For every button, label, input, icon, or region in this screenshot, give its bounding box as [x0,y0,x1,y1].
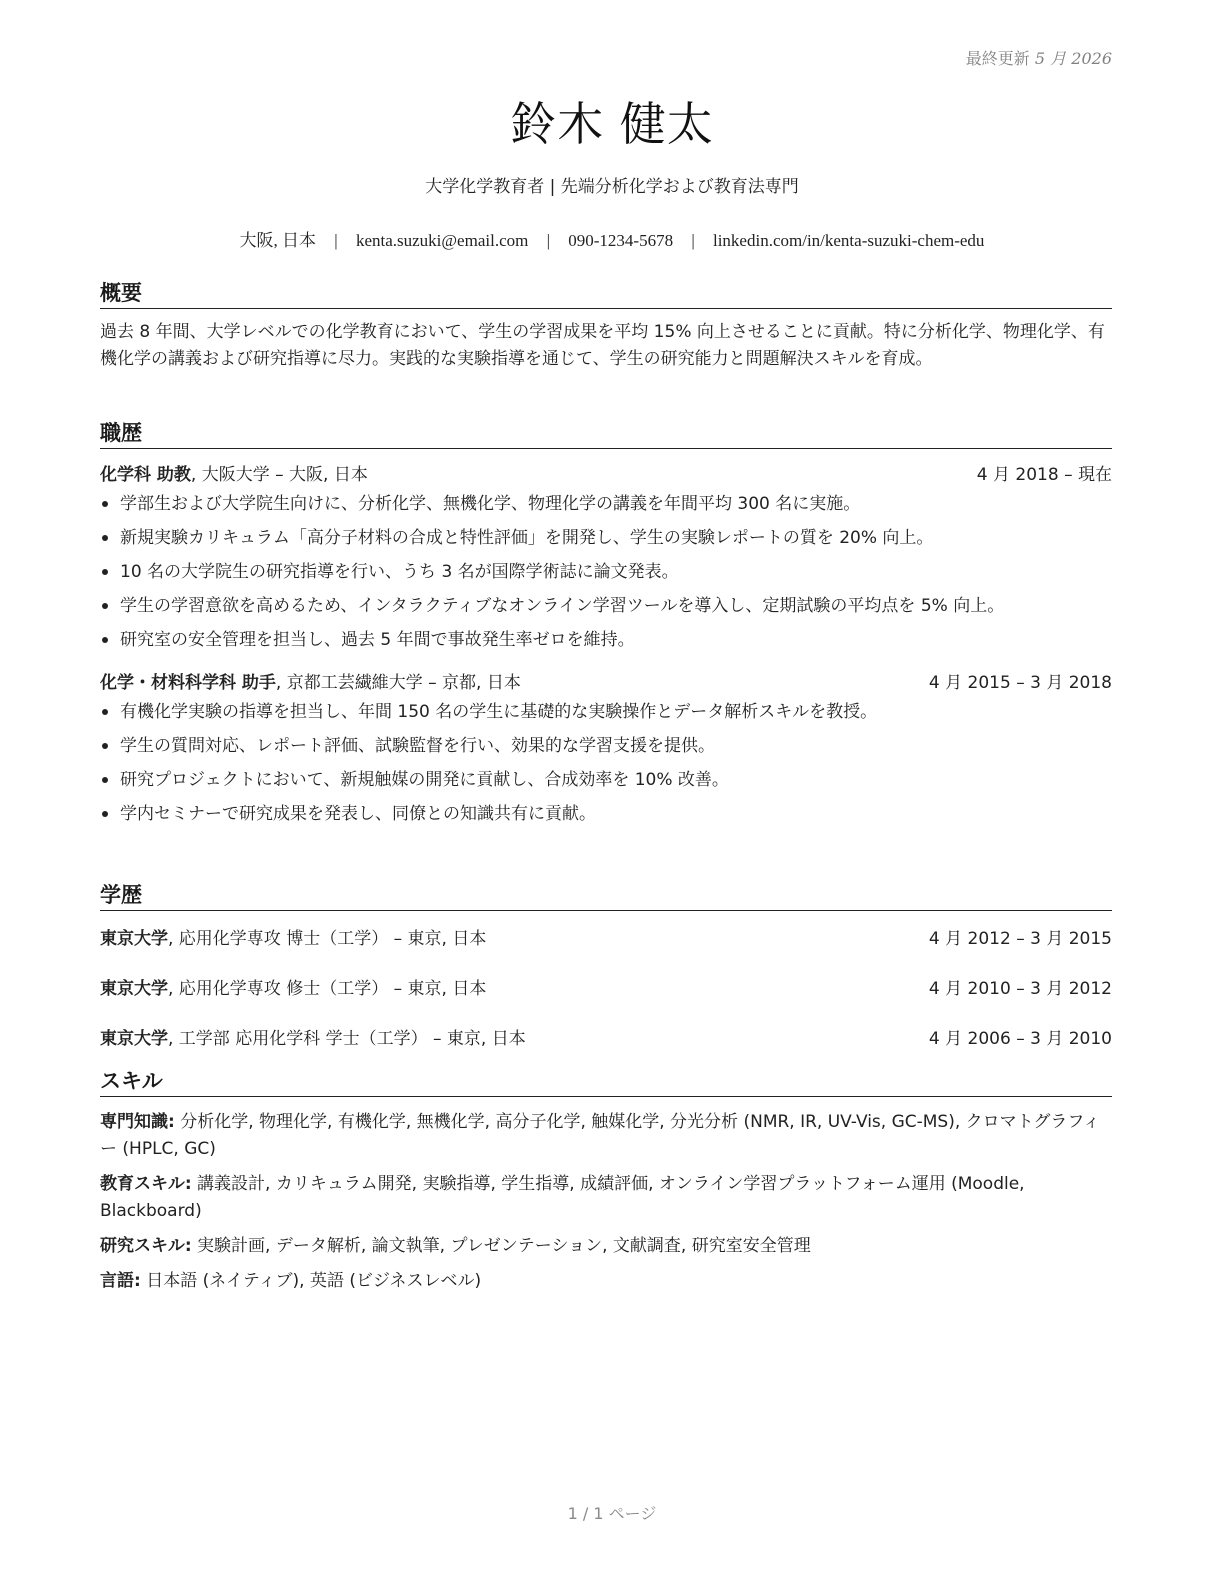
education-dates: 4 月 2010 – 3 月 2012 [928,979,1112,999]
last-updated-year: 2026 [1071,49,1112,68]
person-name: 鈴木 健太 [510,97,714,151]
bullet-item: 研究室の安全管理を担当し、過去 5 年間で事故発生率ゼロを維持。 [100,627,1112,653]
job-header [100,671,1112,695]
section-title-skills: スキル [100,1068,1112,1097]
skill-label: 研究スキル: [100,1236,192,1256]
job-organization: , 大阪大学 – 大阪, 日本 [190,465,368,485]
skill-row [100,1268,1112,1295]
job-entry [100,671,1112,827]
bullet-item: 10 名の大学院生の研究指導を行い、うち 3 名が国際学術誌に論文発表。 [100,559,1112,585]
education-title-line [100,927,486,977]
education-title-line [100,977,486,1027]
education-detail: , 応用化学専攻 博士（工学） – 東京, 日本 [168,929,487,949]
job-role: 化学・材料科学科 助手 [100,673,276,693]
education-section [100,882,1112,1077]
skill-row [100,1171,1112,1225]
contact-phone: 090-1234-5678 [568,231,674,250]
job-entry [100,463,1112,653]
job-header [100,463,1112,487]
skill-label: 専門知識: [100,1112,175,1132]
skill-value: 実験計画, データ解析, 論文執筆, プレゼンテーション, 文献調査, 研究室安全管理 [191,1236,811,1256]
education-school: 東京大学 [100,1029,168,1049]
job-title-line [100,671,521,695]
education-school: 東京大学 [100,979,168,999]
contact-separator: | [546,231,550,250]
bullet-item: 学内セミナーで研究成果を発表し、同僚との知識共有に貢献。 [100,801,1112,827]
job-dates: 4 月 2015 – 3 月 2018 [928,673,1112,693]
headline: 大学化学教育者 | 先端分析化学および教育法専門 [425,177,799,197]
skills-section [100,1068,1112,1303]
job-title-line [100,463,368,487]
contact-linkedin[interactable]: linkedin.com/in/kenta-suzuki-chem-edu [712,231,985,250]
bullet-item: 研究プロジェクトにおいて、新規触媒の開発に貢献し、合成効率を 10% 改善。 [100,767,1112,793]
contact-separator: | [691,231,695,250]
section-title-summary: 概要 [100,280,1112,309]
last-updated-month: 5 月 [1034,49,1067,68]
section-title-education: 学歴 [100,882,1112,911]
skill-label: 言語: [100,1271,141,1291]
education-school: 東京大学 [100,929,168,949]
skill-value: 日本語 (ネイティブ), 英語 (ビジネスレベル) [140,1271,482,1291]
last-updated-label: 最終更新 [965,49,1030,68]
summary-section [100,280,1112,373]
job-bullets [100,699,1112,827]
skill-label: 教育スキル: [100,1174,192,1194]
education-entry [100,927,1112,977]
experience-section [100,420,1112,835]
last-updated [966,46,1112,69]
job-role: 化学科 助教 [100,465,191,485]
page-number: 1 / 1 ページ [567,1504,657,1523]
education-dates: 4 月 2006 – 3 月 2010 [928,1029,1112,1049]
job-dates: 4 月 2018 – 現在 [976,465,1112,485]
contact-email[interactable]: kenta.suzuki@email.com [355,231,529,250]
contact-line [0,226,1224,251]
education-dates: 4 月 2012 – 3 月 2015 [928,929,1112,949]
section-title-experience: 職歴 [100,420,1112,449]
bullet-item: 有機化学実験の指導を担当し、年間 150 名の学生に基礎的な実験操作とデータ解析スキルを教授。 [100,699,1112,725]
bullet-item: 学部生および大学院生向けに、分析化学、無機化学、物理化学の講義を年間平均 300 名に実施。 [100,491,1112,517]
skill-value: 講義設計, カリキュラム開発, 実験指導, 学生指導, 成績評価, オンライン学習プラットフォーム運用 (Moodle, Blackboard) [100,1174,1025,1221]
job-organization: , 京都工芸繊維大学 – 京都, 日本 [275,673,521,693]
skill-value: 分析化学, 物理化学, 有機化学, 無機化学, 高分子化学, 触媒化学, 分光分析 (NMR, IR, UV-Vis, GC-MS), クロマトグラフィー (HPLC, GC) [100,1112,1100,1159]
bullet-item: 学生の質問対応、レポート評価、試験監督を行い、効果的な学習支援を提供。 [100,733,1112,759]
summary-text: 過去 8 年間、大学レベルでの化学教育において、学生の学習成果を平均 15% 向上させることに貢献。特に分析化学、物理化学、有機化学の講義および研究指導に尽力。実践的な実験指導を通じて、学生の研究能力と問題解決スキルを育成。 [100,322,1105,369]
education-entry [100,977,1112,1027]
skill-row [100,1109,1112,1163]
contact-location: 大阪, 日本 [239,231,317,250]
job-bullets [100,491,1112,653]
bullet-item: 新規実験カリキュラム「高分子材料の合成と特性評価」を開発し、学生の実験レポートの質を 20% 向上。 [100,525,1112,551]
contact-separator: | [334,231,338,250]
education-detail: , 応用化学専攻 修士（工学） – 東京, 日本 [168,979,487,999]
education-detail: , 工学部 応用化学科 学士（工学） – 東京, 日本 [168,1029,526,1049]
bullet-item: 学生の学習意欲を高めるため、インタラクティブなオンライン学習ツールを導入し、定期試験の平均点を 5% 向上。 [100,593,1112,619]
skill-row [100,1233,1112,1260]
